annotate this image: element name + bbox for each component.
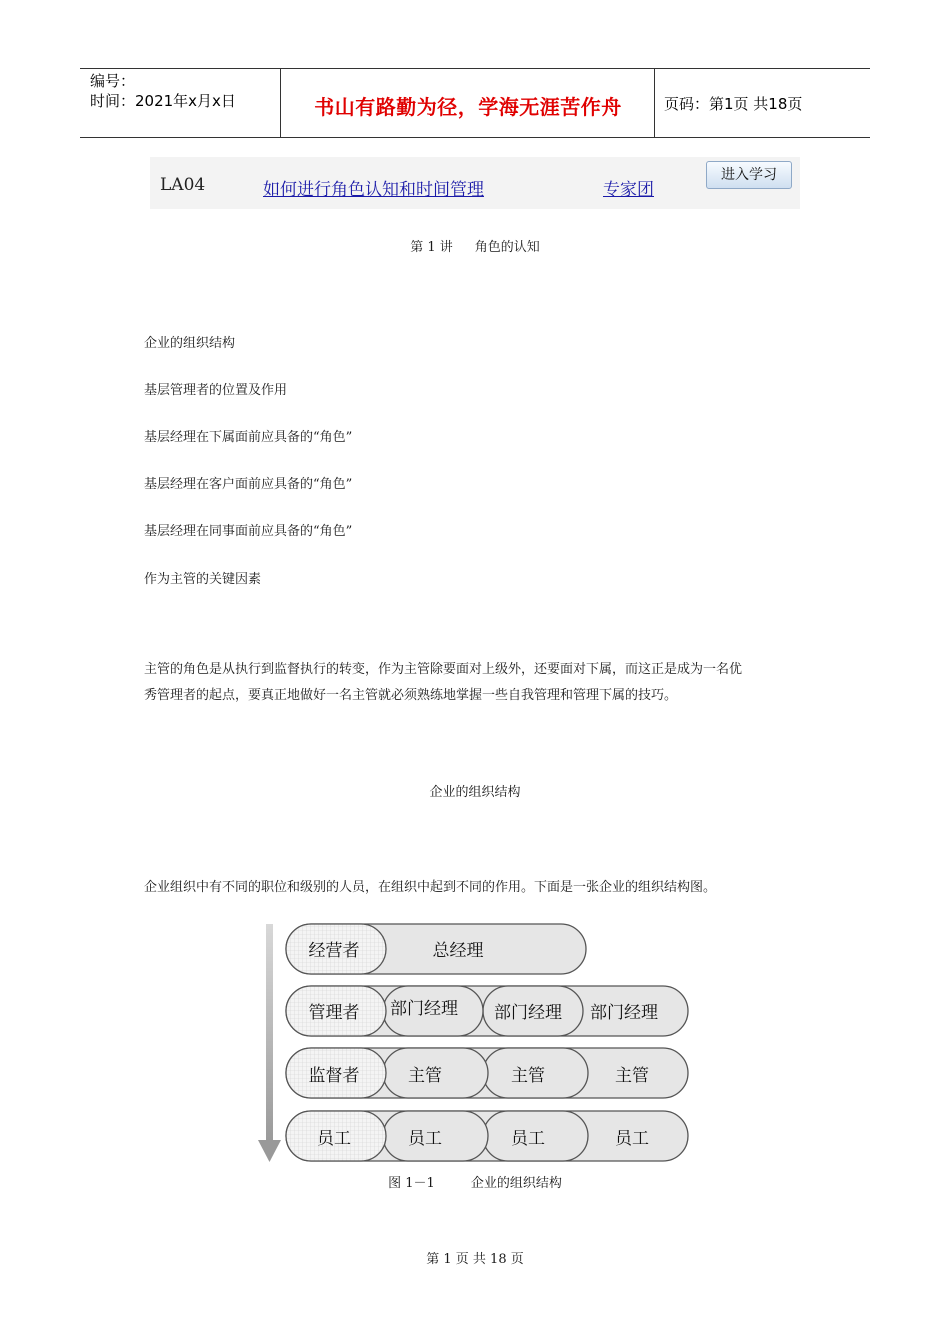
- section-heading: 企业的组织结构: [429, 785, 521, 800]
- header-divider: [654, 69, 655, 137]
- position-label: 部门经理: [590, 1003, 658, 1023]
- org-structure-diagram: [258, 918, 698, 1168]
- figure-title: 企业的组织结构: [470, 1176, 562, 1191]
- intro-line: 秀管理者的起点，要真正地做好一名主管就必须熟练地掌握一些自我管理和管理下属的技巧。: [144, 688, 678, 703]
- position-label: 员工: [408, 1129, 442, 1149]
- role-label: 监督者: [308, 1066, 360, 1086]
- lecture-title: [0, 236, 950, 255]
- position-label: 主管: [408, 1066, 442, 1086]
- course-code: LA04: [160, 175, 206, 195]
- outline-item: 基层经理在客户面前应具备的“角色”: [144, 477, 353, 492]
- date-label: 时间：2021年x月x日: [90, 92, 236, 110]
- position-label: 主管: [511, 1066, 545, 1086]
- hierarchy-arrow-shaft: [266, 924, 273, 1142]
- outline-item: 企业的组织结构: [144, 336, 236, 351]
- role-label: 管理者: [308, 1003, 360, 1023]
- position-label: 总经理: [432, 941, 484, 961]
- enter-study-button[interactable]: 进入学习: [706, 161, 792, 189]
- position-label: 员工: [511, 1129, 545, 1149]
- role-label: 经营者: [308, 941, 360, 961]
- expert-team-link[interactable]: 专家团: [603, 180, 654, 200]
- outline-item: 基层经理在同事面前应具备的“角色”: [144, 524, 353, 539]
- outline-item: 作为主管的关键因素: [144, 572, 262, 587]
- position-label: 员工: [615, 1129, 649, 1149]
- header-motto: 书山有路勤为径，学海无涯苦作舟: [314, 95, 622, 119]
- figure-caption: [0, 1172, 950, 1191]
- position-label: 部门经理: [494, 1003, 562, 1023]
- hierarchy-arrow-head: [258, 1140, 281, 1162]
- outline-item: 基层管理者的位置及作用: [144, 383, 288, 398]
- figure-number: 图 1－1: [388, 1176, 435, 1191]
- position-label: 主管: [615, 1066, 649, 1086]
- lecture-number: 第 1 讲: [410, 240, 453, 255]
- position-label: 部门经理: [390, 999, 458, 1019]
- outline-item: 基层经理在下属面前应具备的“角色”: [144, 430, 353, 445]
- header-page-info: 页码：第1页 共18页: [664, 95, 803, 113]
- course-bar: [150, 157, 800, 209]
- role-label: 员工: [317, 1129, 351, 1149]
- document-header: [80, 68, 870, 138]
- serial-label: 编号：: [90, 72, 136, 90]
- course-title-link[interactable]: 如何进行角色认知和时间管理: [263, 180, 484, 200]
- header-divider: [280, 69, 281, 137]
- page-footer: 第 1 页 共 18 页: [426, 1252, 524, 1267]
- intro-paragraph: [144, 657, 824, 709]
- section-intro: 企业组织中有不同的职位和级别的人员，在组织中起到不同的作用。下面是一张企业的组织结构图。: [144, 880, 717, 895]
- intro-line: 主管的角色是从执行到监督执行的转变，作为主管除要面对上级外，还要面对下属，而这正是成为一名优: [144, 662, 743, 677]
- header-meta: [90, 71, 236, 111]
- lecture-name: 角色的认知: [474, 240, 540, 255]
